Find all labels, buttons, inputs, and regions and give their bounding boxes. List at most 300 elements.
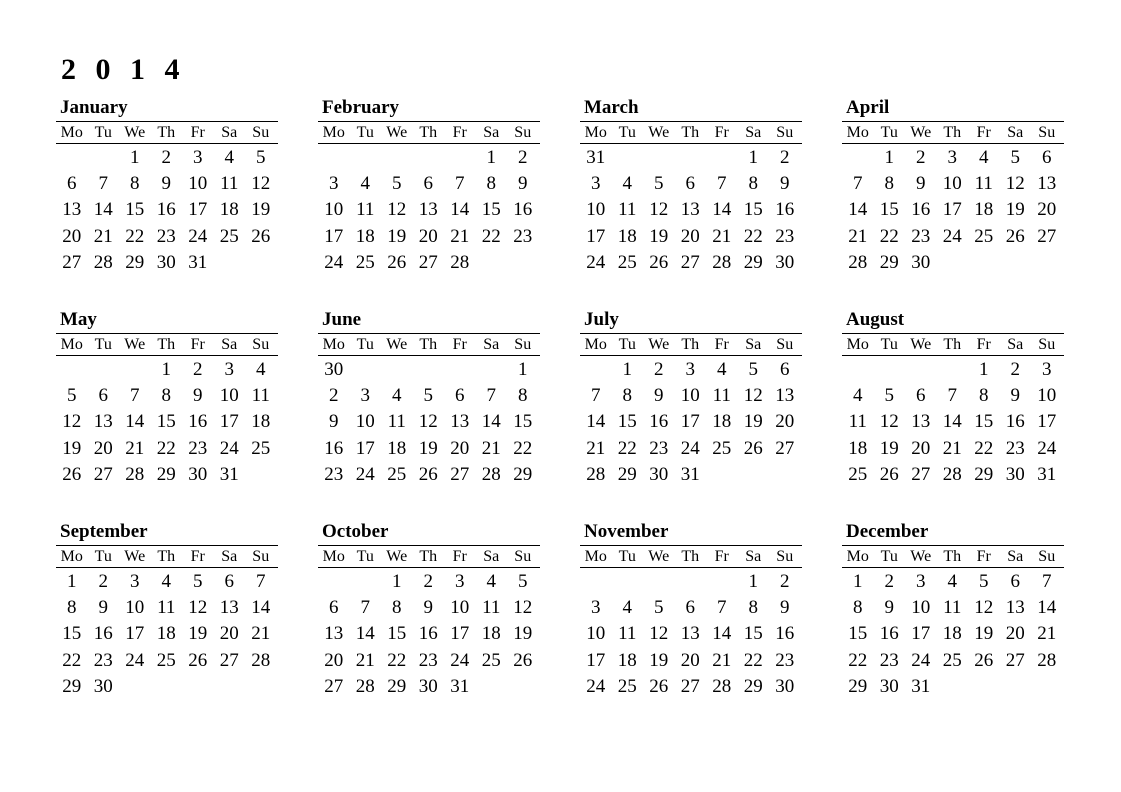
day-cell: 8 xyxy=(518,385,528,407)
weekday-label: Th xyxy=(681,124,700,141)
day-cell: 4 xyxy=(717,359,727,380)
day-cell: 21 xyxy=(450,225,470,247)
empty-day-cell xyxy=(350,357,382,383)
day-cell: 25 xyxy=(974,225,994,247)
day-cell: 10 xyxy=(125,597,145,619)
day-cell: 11 xyxy=(974,173,993,195)
days-grid xyxy=(842,568,1064,700)
day-cell: 7 xyxy=(853,173,863,195)
weekday-label: Sa xyxy=(745,336,762,353)
weekday-header-row xyxy=(580,333,802,356)
empty-day-cell xyxy=(476,357,508,383)
day-cell: 4 xyxy=(360,173,370,195)
empty-day-cell xyxy=(381,145,413,171)
day-cell: 10 xyxy=(586,199,606,221)
day-cell: 16 xyxy=(324,437,344,459)
day-cell: 22 xyxy=(513,437,533,459)
day-cell: 12 xyxy=(251,173,271,195)
day-cell: 18 xyxy=(251,411,271,433)
day-cell: 14 xyxy=(93,199,113,221)
empty-day-cell xyxy=(88,145,120,171)
day-cell: 3 xyxy=(224,359,234,380)
empty-day-cell xyxy=(318,145,350,171)
day-cell: 8 xyxy=(979,385,989,407)
day-cell: 11 xyxy=(356,199,375,221)
day-cell: 29 xyxy=(617,463,637,485)
day-cell: 2 xyxy=(193,359,203,380)
empty-day-cell xyxy=(350,569,382,595)
day-cell: 28 xyxy=(942,463,962,485)
weekday-label: Th xyxy=(157,124,176,141)
day-cell: 27 xyxy=(1005,649,1025,671)
weekday-label: Sa xyxy=(221,124,238,141)
day-cell: 28 xyxy=(251,649,271,671)
day-cell: 4 xyxy=(486,571,496,592)
day-cell: 18 xyxy=(617,225,637,247)
day-cell: 2 xyxy=(518,147,528,168)
weekday-label: We xyxy=(386,124,408,141)
day-cell: 20 xyxy=(1037,199,1057,221)
day-cell: 1 xyxy=(518,359,528,380)
day-cell: 23 xyxy=(775,225,795,247)
day-cell: 7 xyxy=(591,385,601,407)
day-cell: 26 xyxy=(251,225,271,247)
weekday-label: Mo xyxy=(584,336,607,353)
calendar-year-title: 2 0 1 4 xyxy=(61,53,186,86)
month-name: September xyxy=(60,521,148,542)
day-cell: 13 xyxy=(680,199,700,221)
day-cell: 16 xyxy=(649,411,669,433)
day-cell: 5 xyxy=(423,385,433,407)
day-cell: 7 xyxy=(947,385,957,407)
weekday-label: Tu xyxy=(356,124,374,141)
day-cell: 5 xyxy=(884,385,894,407)
day-cell: 27 xyxy=(775,437,795,459)
day-cell: 1 xyxy=(130,147,140,168)
day-cell: 7 xyxy=(717,597,727,619)
day-cell: 24 xyxy=(586,675,606,697)
day-cell: 11 xyxy=(618,199,637,221)
month-name: December xyxy=(846,521,929,542)
day-cell: 26 xyxy=(649,251,669,273)
day-cell: 19 xyxy=(649,225,669,247)
day-cell: 18 xyxy=(712,411,732,433)
days-grid xyxy=(318,144,540,276)
weekday-label: Fr xyxy=(452,336,467,353)
weekday-label: Tu xyxy=(94,336,112,353)
day-cell: 5 xyxy=(67,385,77,407)
day-cell: 23 xyxy=(911,225,931,247)
days-grid xyxy=(842,144,1064,276)
days-grid xyxy=(318,356,540,488)
day-cell: 23 xyxy=(775,649,795,671)
weekday-label: Sa xyxy=(1007,124,1024,141)
day-cell: 28 xyxy=(93,251,113,273)
weekday-label: Fr xyxy=(714,336,729,353)
day-cell: 7 xyxy=(1042,571,1052,592)
day-cell: 30 xyxy=(188,463,208,485)
day-cell: 24 xyxy=(450,649,470,671)
months-grid xyxy=(56,96,1104,732)
day-cell: 28 xyxy=(125,463,145,485)
day-cell: 4 xyxy=(979,147,989,168)
weekday-label: We xyxy=(124,124,146,141)
day-cell: 4 xyxy=(392,385,402,407)
day-cell: 1 xyxy=(979,359,989,380)
day-cell: 11 xyxy=(618,623,637,645)
day-cell: 19 xyxy=(251,199,271,221)
day-cell: 3 xyxy=(193,147,203,168)
day-cell: 27 xyxy=(324,675,344,697)
weekday-label: Th xyxy=(681,548,700,565)
day-cell: 14 xyxy=(848,199,868,221)
day-cell: 23 xyxy=(188,437,208,459)
day-cell: 25 xyxy=(355,251,375,273)
day-cell: 31 xyxy=(219,463,239,485)
weekday-label: Th xyxy=(157,336,176,353)
day-cell: 1 xyxy=(748,571,758,592)
day-cell: 16 xyxy=(775,623,795,645)
weekday-label: Mo xyxy=(846,124,869,141)
empty-day-cell xyxy=(580,357,612,383)
weekday-label: Sa xyxy=(221,548,238,565)
day-cell: 8 xyxy=(67,597,77,619)
day-cell: 3 xyxy=(685,359,695,380)
day-cell: 1 xyxy=(486,147,496,168)
month-name: February xyxy=(322,97,400,118)
empty-day-cell xyxy=(318,569,350,595)
weekday-label: Sa xyxy=(745,548,762,565)
day-cell: 20 xyxy=(680,225,700,247)
empty-day-cell xyxy=(580,569,612,595)
weekday-label: Su xyxy=(514,336,532,353)
day-cell: 1 xyxy=(161,359,171,380)
month-block xyxy=(56,96,278,308)
day-cell: 24 xyxy=(680,437,700,459)
day-cell: 12 xyxy=(62,411,82,433)
weekday-label: We xyxy=(386,548,408,565)
day-cell: 2 xyxy=(884,571,894,592)
day-cell: 31 xyxy=(450,675,470,697)
day-cell: 21 xyxy=(712,225,732,247)
weekday-label: Th xyxy=(943,336,962,353)
day-cell: 21 xyxy=(251,623,271,645)
day-cell: 10 xyxy=(586,623,606,645)
weekday-label: Th xyxy=(419,336,438,353)
day-cell: 9 xyxy=(193,385,203,407)
day-cell: 29 xyxy=(156,463,176,485)
day-cell: 13 xyxy=(93,411,113,433)
day-cell: 31 xyxy=(586,147,606,168)
day-cell: 28 xyxy=(848,251,868,273)
weekday-label: Mo xyxy=(322,548,345,565)
day-cell: 14 xyxy=(355,623,375,645)
empty-day-cell xyxy=(675,569,707,595)
weekday-label: Su xyxy=(514,548,532,565)
weekday-label: Tu xyxy=(618,124,636,141)
weekday-label: Th xyxy=(943,548,962,565)
weekday-label: Su xyxy=(776,548,794,565)
day-cell: 19 xyxy=(974,623,994,645)
day-cell: 12 xyxy=(513,597,533,619)
day-cell: 13 xyxy=(911,411,931,433)
day-cell: 10 xyxy=(188,173,208,195)
day-cell: 3 xyxy=(130,571,140,592)
day-cell: 2 xyxy=(329,385,339,407)
day-cell: 9 xyxy=(780,173,790,195)
day-cell: 4 xyxy=(256,359,266,380)
day-cell: 1 xyxy=(67,571,77,592)
day-cell: 20 xyxy=(219,623,239,645)
days-grid xyxy=(56,568,278,700)
day-cell: 6 xyxy=(685,597,695,619)
weekday-label: Su xyxy=(1038,548,1056,565)
weekday-label: We xyxy=(648,336,670,353)
day-cell: 31 xyxy=(1037,463,1057,485)
day-cell: 1 xyxy=(748,147,758,168)
day-cell: 13 xyxy=(219,597,239,619)
day-cell: 7 xyxy=(256,571,266,592)
empty-day-cell xyxy=(905,357,937,383)
days-grid xyxy=(56,144,278,276)
day-cell: 28 xyxy=(481,463,501,485)
day-cell: 24 xyxy=(942,225,962,247)
day-cell: 18 xyxy=(355,225,375,247)
month-name: January xyxy=(60,97,128,118)
day-cell: 29 xyxy=(62,675,82,697)
day-cell: 27 xyxy=(1037,225,1057,247)
day-cell: 22 xyxy=(387,649,407,671)
day-cell: 3 xyxy=(329,173,339,195)
month-name: March xyxy=(584,97,639,118)
day-cell: 8 xyxy=(748,173,758,195)
day-cell: 22 xyxy=(743,225,763,247)
day-cell: 30 xyxy=(324,359,344,380)
day-cell: 30 xyxy=(418,675,438,697)
day-cell: 14 xyxy=(251,597,271,619)
day-cell: 6 xyxy=(67,173,77,195)
day-cell: 8 xyxy=(622,385,632,407)
day-cell: 27 xyxy=(93,463,113,485)
day-cell: 20 xyxy=(324,649,344,671)
empty-day-cell xyxy=(643,145,675,171)
day-cell: 4 xyxy=(853,385,863,407)
weekday-label: Sa xyxy=(745,124,762,141)
day-cell: 23 xyxy=(649,437,669,459)
day-cell: 8 xyxy=(486,173,496,195)
day-cell: 14 xyxy=(942,411,962,433)
weekday-label: Fr xyxy=(190,336,205,353)
day-cell: 23 xyxy=(879,649,899,671)
day-cell: 25 xyxy=(617,251,637,273)
month-block xyxy=(580,96,802,308)
day-cell: 20 xyxy=(93,437,113,459)
day-cell: 12 xyxy=(188,597,208,619)
weekday-label: Sa xyxy=(483,548,500,565)
weekday-header-row xyxy=(318,333,540,356)
day-cell: 27 xyxy=(418,251,438,273)
day-cell: 4 xyxy=(224,147,234,168)
month-block xyxy=(842,308,1064,520)
day-cell: 20 xyxy=(1005,623,1025,645)
day-cell: 27 xyxy=(680,675,700,697)
day-cell: 25 xyxy=(712,437,732,459)
day-cell: 15 xyxy=(879,199,899,221)
empty-day-cell xyxy=(706,569,738,595)
weekday-label: Th xyxy=(681,336,700,353)
weekday-label: Fr xyxy=(714,548,729,565)
day-cell: 5 xyxy=(256,147,266,168)
days-grid xyxy=(842,356,1064,488)
day-cell: 11 xyxy=(482,597,501,619)
day-cell: 7 xyxy=(455,173,465,195)
day-cell: 26 xyxy=(743,437,763,459)
day-cell: 22 xyxy=(156,437,176,459)
day-cell: 5 xyxy=(748,359,758,380)
empty-day-cell xyxy=(643,569,675,595)
day-cell: 23 xyxy=(418,649,438,671)
day-cell: 9 xyxy=(654,385,664,407)
day-cell: 15 xyxy=(125,199,145,221)
day-cell: 13 xyxy=(62,199,82,221)
day-cell: 6 xyxy=(916,385,926,407)
day-cell: 14 xyxy=(450,199,470,221)
day-cell: 3 xyxy=(947,147,957,168)
empty-day-cell xyxy=(381,357,413,383)
weekday-label: Sa xyxy=(483,336,500,353)
weekday-label: Tu xyxy=(94,124,112,141)
day-cell: 23 xyxy=(1005,437,1025,459)
weekday-label: Su xyxy=(252,336,270,353)
weekday-label: Tu xyxy=(356,336,374,353)
day-cell: 24 xyxy=(355,463,375,485)
days-grid xyxy=(580,144,802,276)
day-cell: 4 xyxy=(622,173,632,195)
day-cell: 20 xyxy=(775,411,795,433)
day-cell: 19 xyxy=(418,437,438,459)
day-cell: 5 xyxy=(392,173,402,195)
month-name: November xyxy=(584,521,669,542)
weekday-label: Th xyxy=(943,124,962,141)
day-cell: 25 xyxy=(219,225,239,247)
weekday-header-row xyxy=(56,121,278,144)
day-cell: 19 xyxy=(743,411,763,433)
month-block xyxy=(842,520,1064,732)
day-cell: 9 xyxy=(329,411,339,433)
day-cell: 24 xyxy=(911,649,931,671)
weekday-label: Su xyxy=(1038,336,1056,353)
day-cell: 17 xyxy=(450,623,470,645)
month-block xyxy=(842,96,1064,308)
day-cell: 25 xyxy=(387,463,407,485)
day-cell: 13 xyxy=(324,623,344,645)
month-name: April xyxy=(846,97,890,118)
month-block xyxy=(580,308,802,520)
day-cell: 18 xyxy=(974,199,994,221)
weekday-label: Mo xyxy=(60,336,83,353)
day-cell: 8 xyxy=(853,597,863,619)
empty-day-cell xyxy=(350,145,382,171)
day-cell: 15 xyxy=(743,623,763,645)
day-cell: 4 xyxy=(161,571,171,592)
day-cell: 14 xyxy=(712,623,732,645)
day-cell: 7 xyxy=(98,173,108,195)
day-cell: 12 xyxy=(879,411,899,433)
day-cell: 26 xyxy=(188,649,208,671)
weekday-label: Fr xyxy=(452,548,467,565)
day-cell: 29 xyxy=(125,251,145,273)
day-cell: 30 xyxy=(1005,463,1025,485)
day-cell: 16 xyxy=(775,199,795,221)
day-cell: 5 xyxy=(654,597,664,619)
day-cell: 29 xyxy=(879,251,899,273)
day-cell: 10 xyxy=(680,385,700,407)
weekday-label: Su xyxy=(776,336,794,353)
day-cell: 18 xyxy=(219,199,239,221)
day-cell: 10 xyxy=(1037,385,1057,407)
day-cell: 13 xyxy=(680,623,700,645)
day-cell: 4 xyxy=(947,571,957,592)
day-cell: 19 xyxy=(387,225,407,247)
day-cell: 28 xyxy=(1037,649,1057,671)
weekday-label: Tu xyxy=(880,124,898,141)
weekday-label: Mo xyxy=(322,336,345,353)
days-grid xyxy=(580,356,802,488)
day-cell: 16 xyxy=(513,199,533,221)
day-cell: 20 xyxy=(418,225,438,247)
day-cell: 14 xyxy=(481,411,501,433)
day-cell: 25 xyxy=(617,675,637,697)
day-cell: 31 xyxy=(911,675,931,697)
day-cell: 15 xyxy=(156,411,176,433)
empty-day-cell xyxy=(612,145,644,171)
day-cell: 2 xyxy=(780,147,790,168)
days-grid xyxy=(318,568,540,700)
weekday-label: Mo xyxy=(846,548,869,565)
weekday-label: We xyxy=(648,548,670,565)
day-cell: 23 xyxy=(513,225,533,247)
weekday-header-row xyxy=(842,333,1064,356)
empty-day-cell xyxy=(612,569,644,595)
weekday-label: Mo xyxy=(584,548,607,565)
weekday-label: Fr xyxy=(976,336,991,353)
day-cell: 15 xyxy=(848,623,868,645)
day-cell: 11 xyxy=(251,385,270,407)
day-cell: 6 xyxy=(685,173,695,195)
day-cell: 30 xyxy=(156,251,176,273)
day-cell: 12 xyxy=(649,199,669,221)
day-cell: 26 xyxy=(649,675,669,697)
day-cell: 21 xyxy=(848,225,868,247)
weekday-label: Tu xyxy=(618,336,636,353)
month-block xyxy=(318,96,540,308)
day-cell: 2 xyxy=(98,571,108,592)
day-cell: 28 xyxy=(355,675,375,697)
day-cell: 21 xyxy=(1037,623,1057,645)
weekday-label: Mo xyxy=(60,124,83,141)
weekday-label: Su xyxy=(776,124,794,141)
empty-day-cell xyxy=(706,145,738,171)
day-cell: 8 xyxy=(884,173,894,195)
weekday-label: We xyxy=(124,336,146,353)
day-cell: 3 xyxy=(1042,359,1052,380)
day-cell: 7 xyxy=(130,385,140,407)
day-cell: 11 xyxy=(220,173,239,195)
day-cell: 25 xyxy=(251,437,271,459)
month-block xyxy=(318,308,540,520)
day-cell: 25 xyxy=(848,463,868,485)
day-cell: 28 xyxy=(712,251,732,273)
